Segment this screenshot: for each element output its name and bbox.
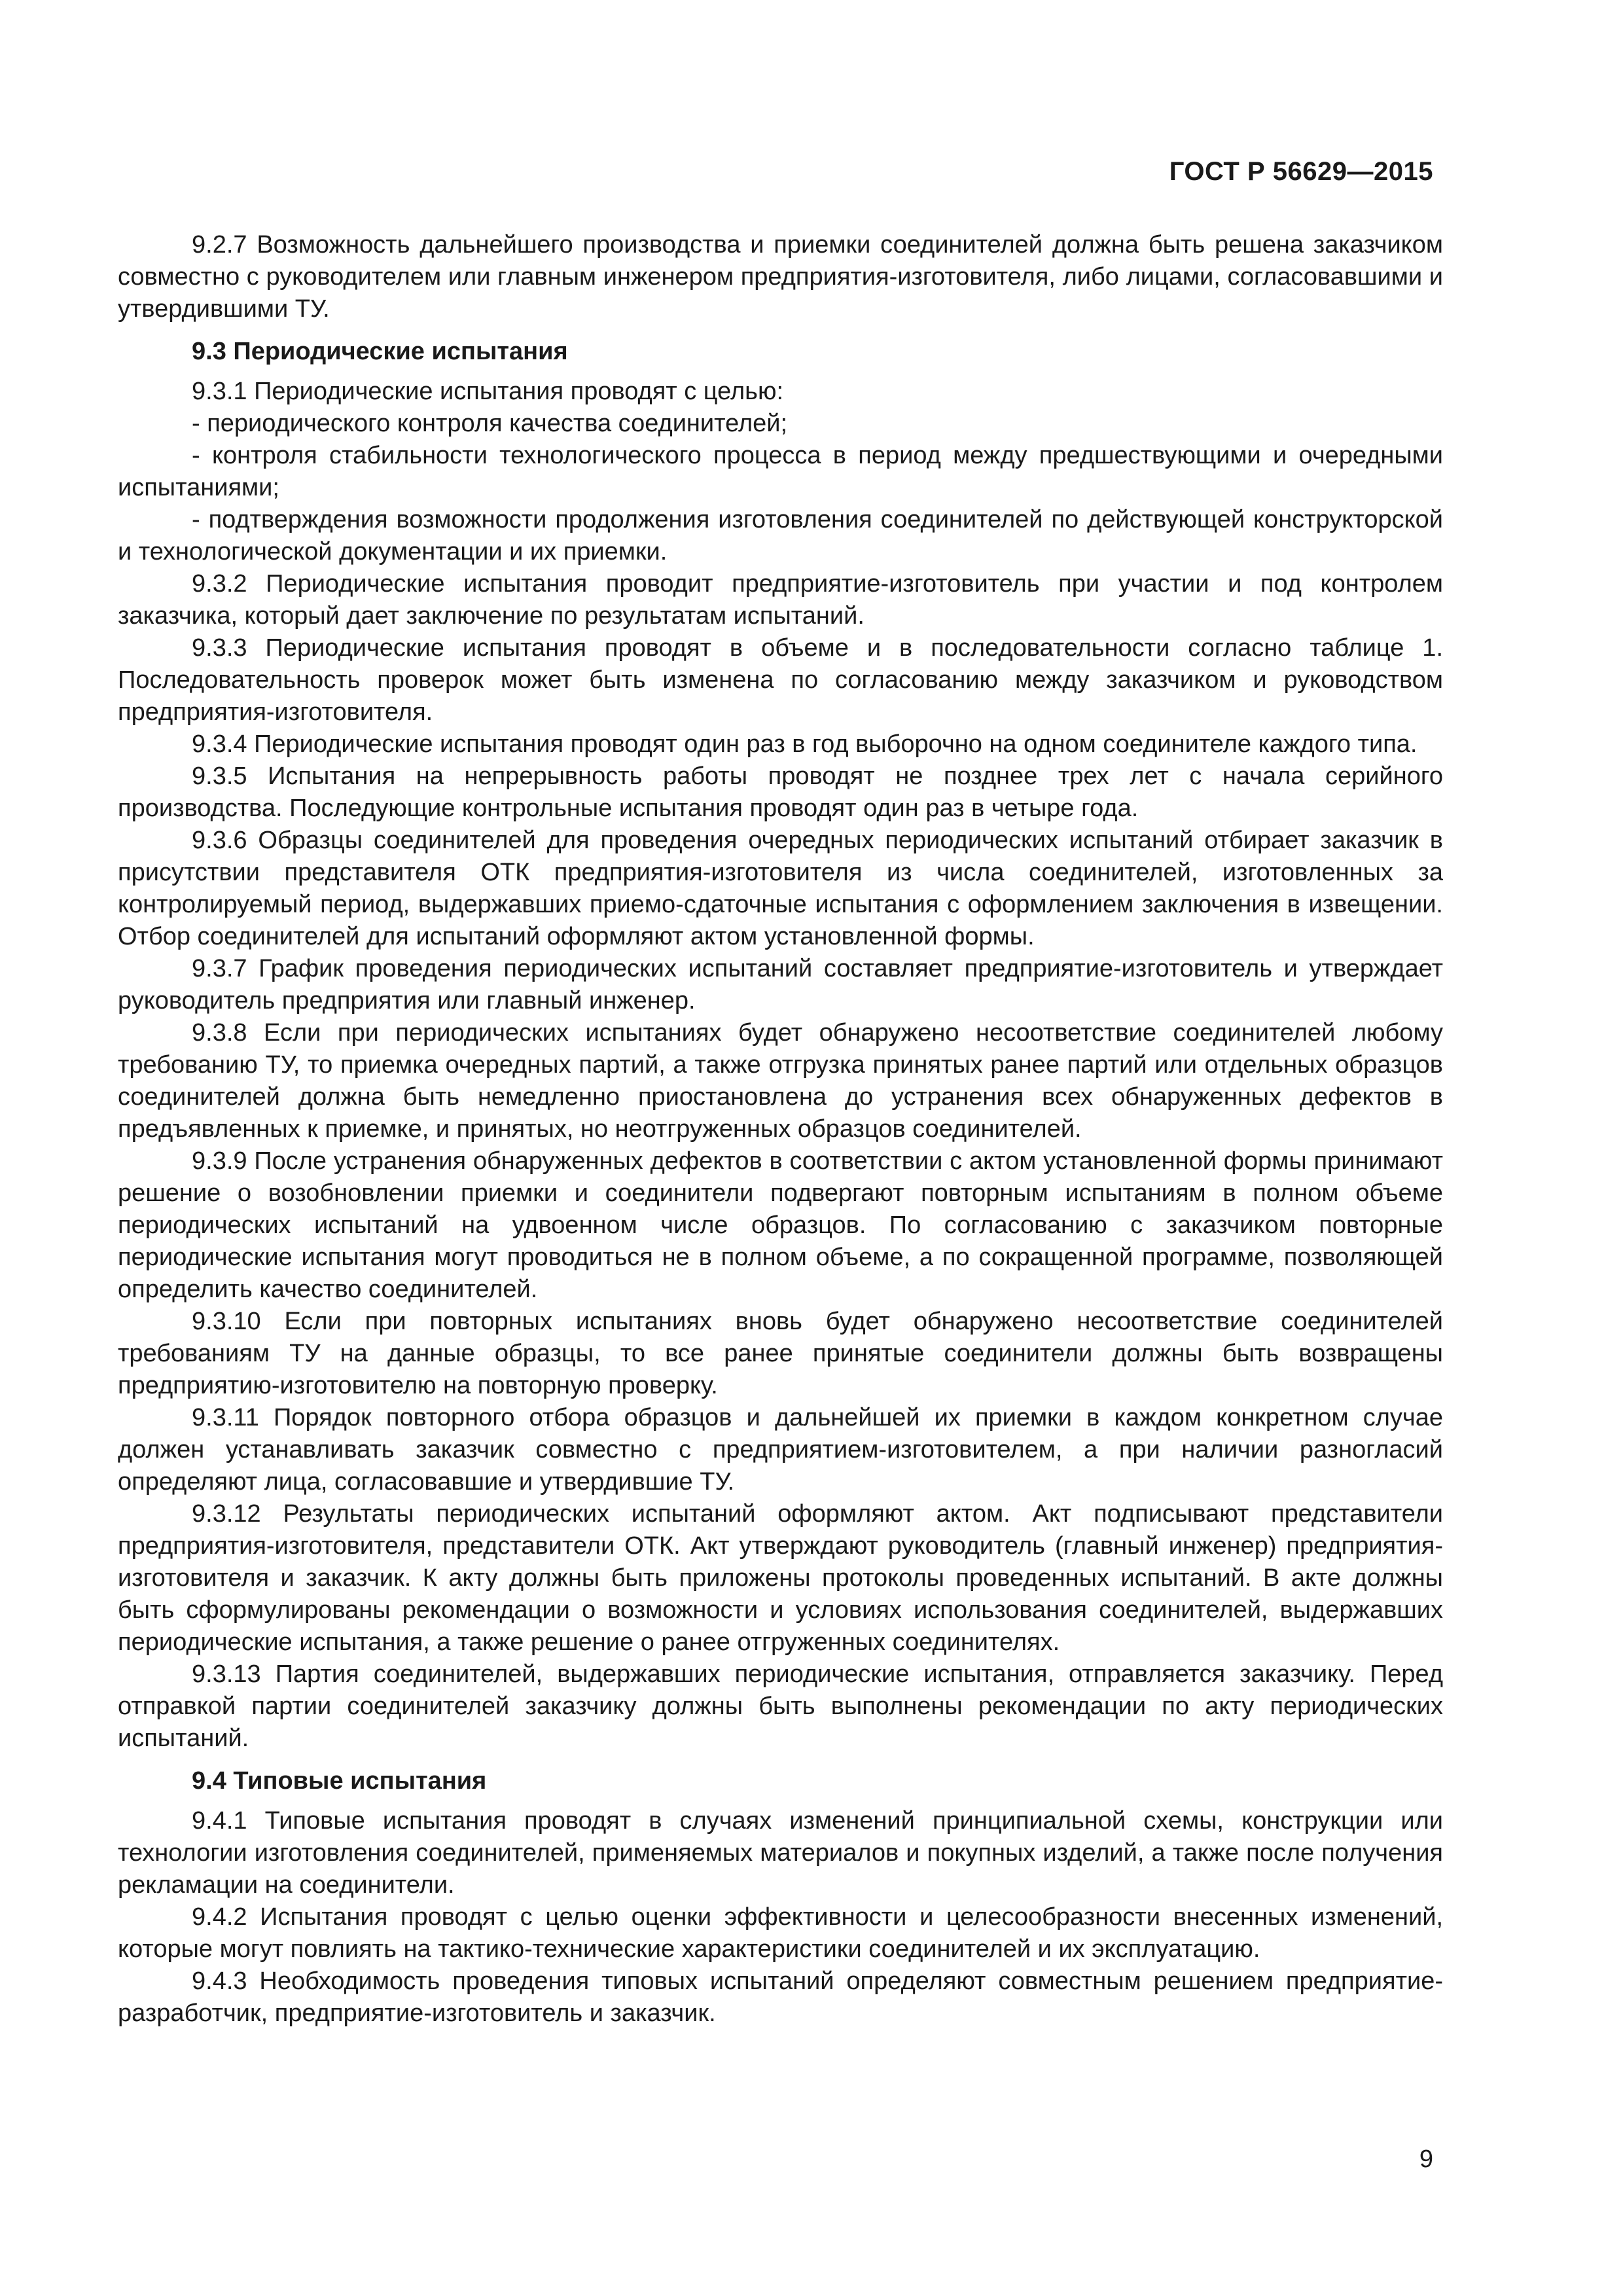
clause-9-2-7: 9.2.7 Возможность дальнейшего производства и приемки соединителей должна быть решена заказчиком совместно с руководителем или главным инженером предприятия-изготовителя, либо лицами, согласовавшими и утвердившими ТУ. [118, 231, 1443, 323]
document-code: ГОСТ Р 56629—2015 [1169, 157, 1433, 186]
clause-9-3-10: 9.3.10 Если при повторных испытаниях вновь будет обнаружено несоответствие соединителей требованиям ТУ на данные образцы, то все ранее принятые соединители должны быть возвращены предприятию-изготовителю на повторную проверку. [118, 1308, 1443, 1399]
clause-9-3-8: 9.3.8 Если при периодических испытаниях будет обнаружено несоответствие соединителей любому требованию ТУ, то приемка очередных партий, а также отгрузка принятых ранее партий или отдельных образцов соединителей должна быть немедленно приостановлена до устранения всех обнаруженных дефектов в предъявленных к приемке, и принятых, но неотгруженных образцов соединителей. [118, 1019, 1443, 1143]
clause-9-3-6: 9.3.6 Образцы соединителей для проведения очередных периодических испытаний отбирает заказчик в присутствии представителя ОТК предприятия-изготовителя из числа соединителей, изготовленных за контролируемый период, выдержавших приемо-сдаточные испытания с оформлением заключения в извещении. Отбор соединителей для испытаний оформляют актом установленной формы. [118, 827, 1443, 950]
list-item-9-3-1-a: - периодического контроля качества соединителей; [192, 410, 788, 437]
list-item-9-3-1-b: - контроля стабильности технологического процесса в период между предшествующими и очередными испытаниями; [118, 442, 1443, 501]
clause-9-3-1: 9.3.1 Периодические испытания проводят с целью: [192, 378, 784, 405]
clause-9-3-5: 9.3.5 Испытания на непрерывность работы проводят не позднее трех лет с начала серийного производства. Последующие контрольные испытания проводят один раз в четыре года. [118, 762, 1443, 822]
list-item-9-3-1-c: - подтверждения возможности продолжения изготовления соединителей по действующей конструкторской и технологической документации и их приемки. [118, 506, 1443, 565]
clause-9-3-7: 9.3.7 График проведения периодических испытаний составляет предприятие-изготовитель и утверждает руководитель предприятия или главный инженер. [118, 955, 1443, 1014]
section-heading-9-3: 9.3 Периодические испытания [192, 338, 568, 365]
clause-9-3-9: 9.3.9 После устранения обнаруженных дефектов в соответствии с актом установленной формы принимают решение о возобновлении приемки и соединители подвергают повторным испытаниям в полном объеме периодических испытаний на удвоенном числе образцов. По согласованию с заказчиком повторные периодические испытания могут проводиться не в полном объеме, а по сокращенной программе, позволяющей определить качество соединителей. [118, 1147, 1443, 1303]
clause-9-4-3: 9.4.3 Необходимость проведения типовых испытаний определяют совместным решением предприятие-разработчик, предприятие-изготовитель и заказчик. [118, 1967, 1443, 2027]
clause-9-3-12: 9.3.12 Результаты периодических испытаний оформляют актом. Акт подписывают представители предприятия-изготовителя, представители ОТК. Акт утверждают руководитель (главный инженер) предприятия-изготовителя и заказчик. К акту должны быть приложены протоколы проведенных испытаний. В акте должны быть сформулированы рекомендации о возможности и условиях использования соединителей, выдержавших периодические испытания, а также решение о ранее отгруженных соединителях. [118, 1500, 1443, 1656]
clause-9-3-13: 9.3.13 Партия соединителей, выдержавших периодические испытания, отправляется заказчику. Перед отправкой партии соединителей заказчику должны быть выполнены рекомендации по акту периодических испытаний. [118, 1660, 1443, 1752]
clause-9-4-2: 9.4.2 Испытания проводят с целью оценки эффективности и целесообразности внесенных изменений, которые могут повлиять на тактико-технические характеристики соединителей и их эксплуатацию. [118, 1903, 1443, 1963]
clause-9-3-11: 9.3.11 Порядок повторного отбора образцов и дальнейшей их приемки в каждом конкретном случае должен устанавливать заказчик совместно с предприятием-изготовителем, а при наличии разногласий определяют лица, согласовавшие и утвердившие ТУ. [118, 1404, 1443, 1496]
clause-9-3-2: 9.3.2 Периодические испытания проводит предприятие-изготовитель при участии и под контролем заказчика, который дает заключение по результатам испытаний. [118, 570, 1443, 630]
page-number: 9 [1419, 2145, 1433, 2173]
document-body [118, 229, 1443, 2030]
clause-9-3-3: 9.3.3 Периодические испытания проводят в объеме и в последовательности согласно таблице 1. Последовательность проверок может быть изменена по согласованию между заказчиком и руководством предприятия-изготовителя. [118, 634, 1443, 726]
clause-9-4-1: 9.4.1 Типовые испытания проводят в случаях изменений принципиальной схемы, конструкции или технологии изготовления соединителей, применяемых материалов и покупных изделий, а также после получения рекламации на соединители. [118, 1807, 1443, 1899]
section-heading-9-4: 9.4 Типовые испытания [192, 1767, 487, 1795]
clause-9-3-4: 9.3.4 Периодические испытания проводят один раз в год выборочно на одном соединителе каждого типа. [192, 730, 1418, 758]
